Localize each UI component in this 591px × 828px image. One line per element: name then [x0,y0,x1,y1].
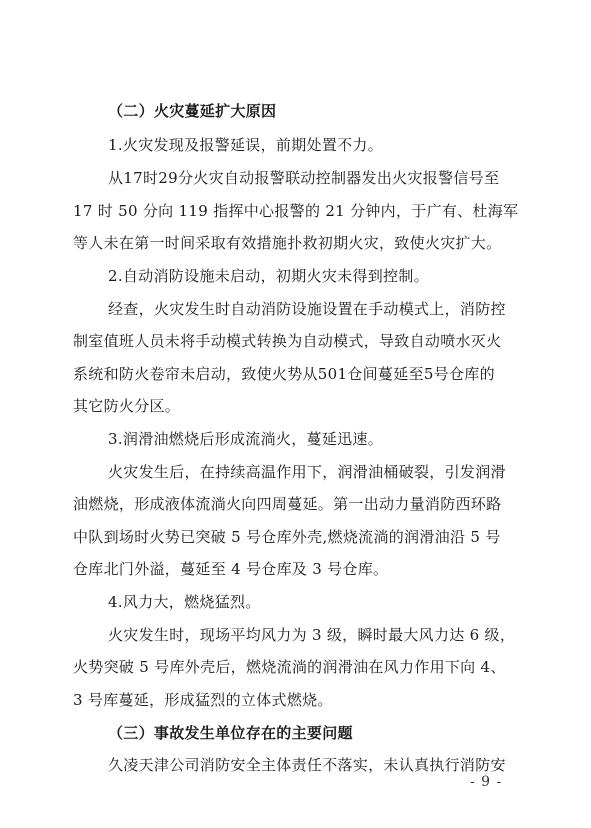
section-heading-3: （三）事故发生单位存在的主要问题 [108,724,353,742]
paragraph-line: 系统和防火卷帘未启动，致使火势从501仓间蔓延至5号仓库的 [73,365,495,383]
paragraph-line: 火灾发生时，现场平均风力为 3 级，瞬时最大风力达 6 级， [108,626,516,644]
subheading-4: 4.风力大，燃烧猛烈。 [108,593,261,611]
paragraph-line: 制室值班人员未将手动模式转换为自动模式，导致自动喷水灭火 [73,332,502,350]
paragraph-line: 火灾发生后，在持续高温作用下，润滑油桶破裂，引发润滑 [108,463,506,481]
subheading-2: 2.自动消防设施未启动，初期火灾未得到控制。 [108,267,429,285]
paragraph-line: 油燃烧，形成液体流淌火向四周蔓延。第一出动力量消防西环路 [73,495,502,513]
section-heading-2: （二）火灾蔓延扩大原因 [108,102,277,120]
page-number: - 9 - [470,774,503,790]
paragraph-line: 17 时 50 分向 119 指挥中心报警的 21 分钟内，于广有、杜海军 [73,202,519,220]
paragraph-line: 等人未在第一时间采取有效措施扑救初期火灾，致使火灾扩大。 [73,234,502,252]
paragraph-line: 久凌天津公司消防安全主体责任不落实，未认真执行消防安 [108,756,506,774]
paragraph-line: 从17时29分火灾自动报警联动控制器发出火灾报警信号至 [108,169,500,187]
subheading-1: 1.火灾发现及报警延误，前期处置不力。 [108,136,384,154]
subheading-3: 3.润滑油燃烧后形成流淌火，蔓延迅速。 [108,430,384,448]
paragraph-line: 其它防火分区。 [73,397,181,415]
paragraph-line: 经查，火灾发生时自动消防设施设置在手动模式上，消防控 [108,300,506,318]
paragraph-line: 中队到场时火势已突破 5 号仓库外壳,燃烧流淌的润滑油沿 5 号 [73,528,501,546]
paragraph-line: 火势突破 5 号库外壳后，燃烧流淌的润滑油在风力作用下向 4、 [73,658,506,676]
paragraph-line: 仓库北门外溢，蔓延至 4 号仓库及 3 号仓库。 [73,560,389,578]
paragraph-line: 3 号库蔓延，形成猛烈的立体式燃烧。 [73,691,333,709]
